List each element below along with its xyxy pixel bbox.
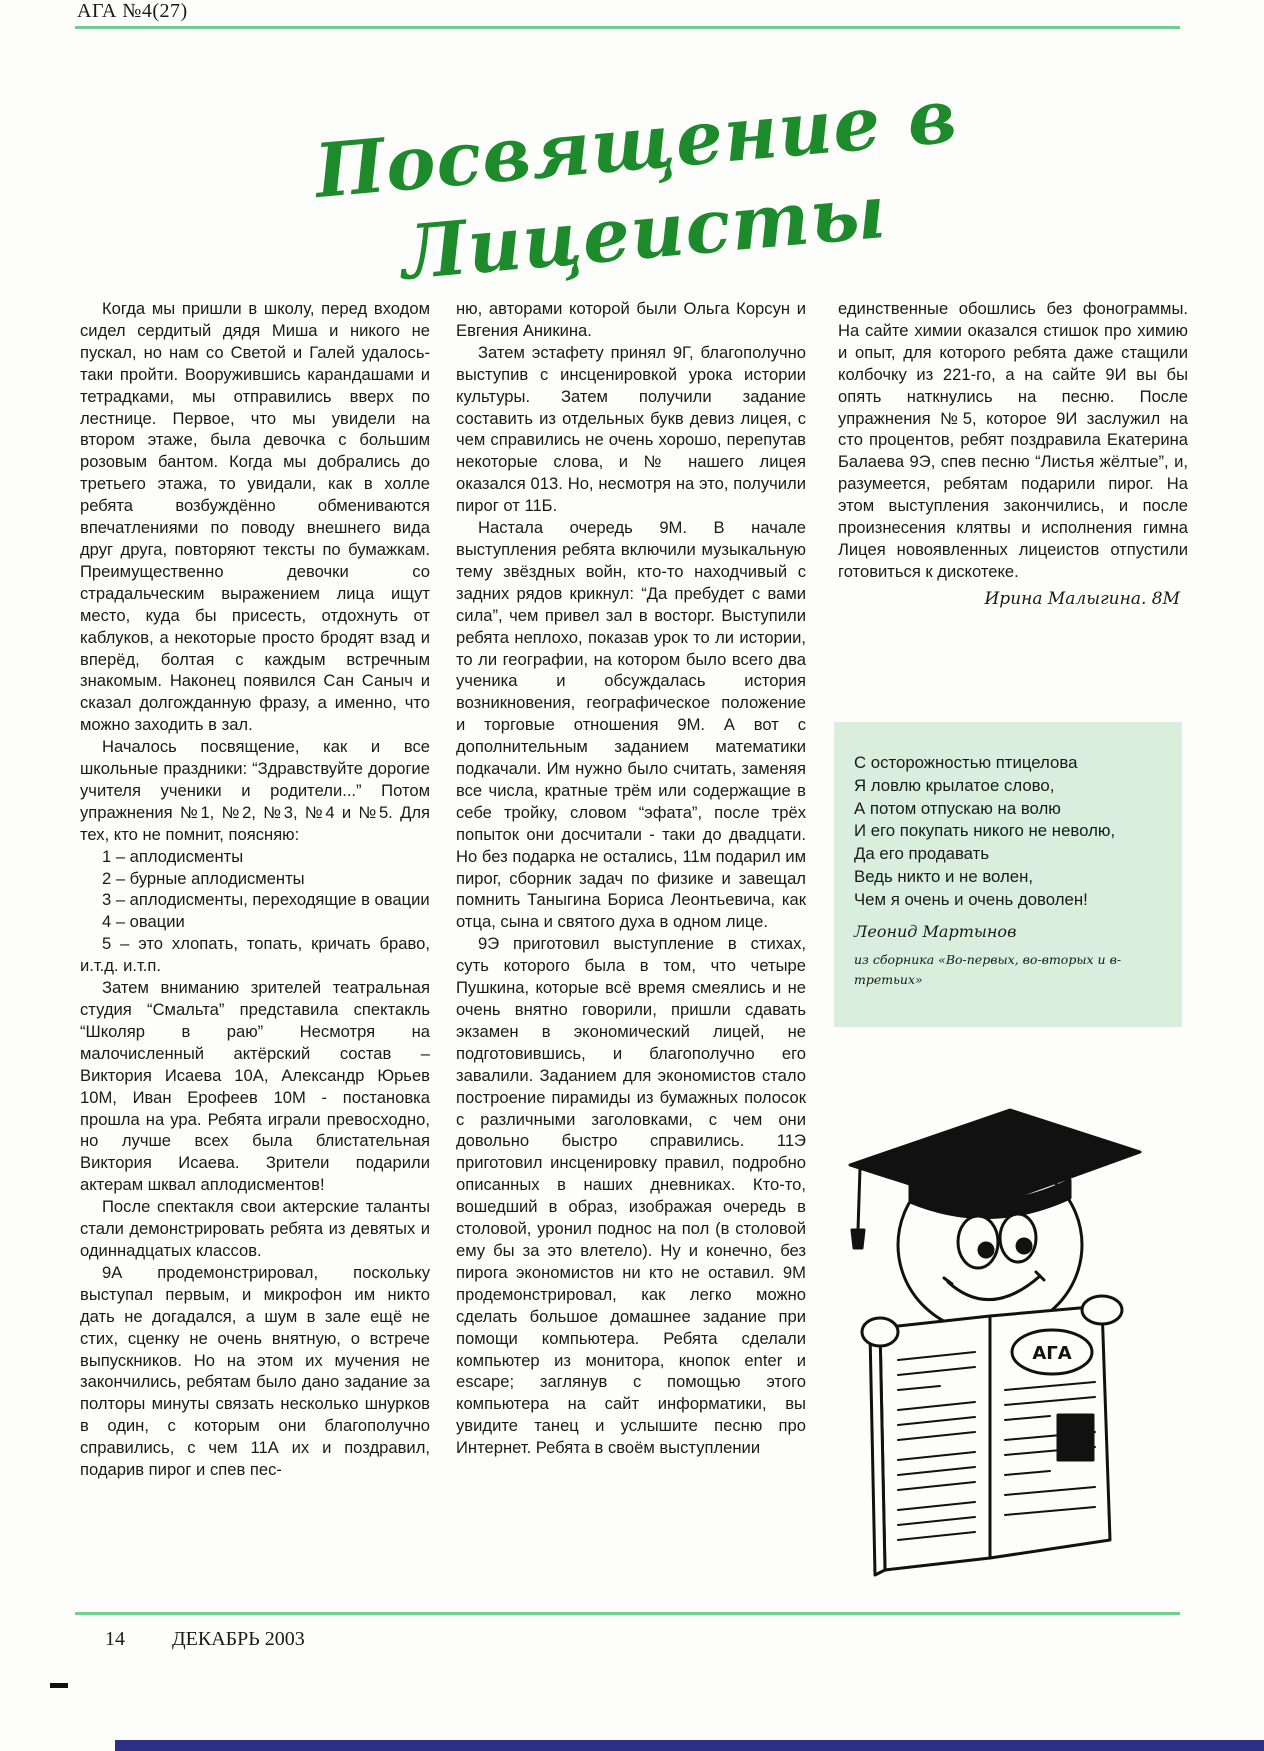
poem-line: И его покупать никого не неволю, bbox=[854, 821, 1116, 841]
list-item: 1 – аплодисменты bbox=[102, 846, 244, 866]
list-item: 4 – овации bbox=[102, 912, 185, 932]
issue-date: ДЕКАБРЬ 2003 bbox=[172, 1628, 305, 1650]
poem-author: Леонид Мартынов bbox=[854, 922, 1017, 941]
paragraph: ню, авторами которой были Ольга Корсун и Евгения Аникина. bbox=[456, 299, 806, 340]
article-column-1 bbox=[80, 298, 430, 1481]
article-column-3 bbox=[838, 298, 1188, 611]
paragraph: После спектакля свои актерские таланты стали демонстрировать ребята из девятых и одиннадцатых классов. bbox=[80, 1197, 430, 1260]
header-rule bbox=[75, 26, 1180, 29]
poem-box bbox=[834, 722, 1182, 1027]
list-item: 5 – это хлопать, топать, кричать браво, и.т.д. и.т.п. bbox=[80, 934, 430, 976]
article-title: Посвящение в Лицеисты bbox=[311, 73, 961, 297]
graduate-reading-newspaper-illustration bbox=[840, 1070, 1180, 1590]
paragraph: Когда мы пришли в школу, перед входом сидел сердитый дядя Миша и никого не пускал, но нам со Светой и Галей удалось-таки пройти. Вооружившись карандашами и тетрадками, мы отправились вверх по лестнице. Первое, что мы увидели на втором этаже, была девочка с большим розовым бантом. Когда мы добрались до третьего этажа, то увидали, как в холле ребята возбуждённо обмениваются впечатлениями по поводу внешнего вида друг друга, повторяют тексты по бумажкам. Преимущественно девочки со страдальческим выражением лица ищут место, куда бы присесть, отдохнуть от каблуков, а некоторые просто бродят взад и вперёд, болтая с каждым встречным знакомым. Наконец появился Сан Саныч и сказал долгожданную фразу, а именно, что можно заходить в зал. bbox=[80, 299, 430, 735]
paragraph: 9А продемонстрировал, поскольку выступал первым, и микрофон им никто дать не догадался, а шум в зале ещё не стих, сценку не очень внятную, о встрече выпускников. Но на этом их мучения не закончились, ребятам было дано задание за полторы минуты связать несколько шнурков в один, с которым они благополучно справились, с чем 11А их и поздравил, подарив пирог и спев пес- bbox=[80, 1262, 430, 1480]
scan-edge-bar bbox=[115, 1740, 1264, 1751]
poem-line: Я ловлю крылатое слово, bbox=[854, 775, 1055, 795]
poem-line: Ведь никто и не волен, bbox=[854, 866, 1034, 886]
page-number: 14 bbox=[105, 1628, 125, 1650]
paragraph: Затем эстафету принял 9Г, благополучно выступив с инсценировкой урока истории культуры. Затем получили задание составить из отдельных букв девиз лицея, с чем справились не очень хорошо, перепутав некоторые слова, и № нашего лицея оказался 013. Но, несмотря на это, получили пирог от 11Б. bbox=[456, 342, 806, 516]
article-column-2 bbox=[456, 298, 806, 1459]
list-item: 2 – бурные аплодисменты bbox=[102, 868, 305, 888]
issue-header: АГА №4(27) bbox=[77, 0, 188, 22]
poem-line: А потом отпускаю на волю bbox=[854, 798, 1061, 818]
scan-mark bbox=[50, 1683, 68, 1688]
poem-line: Чем я очень и очень доволен! bbox=[854, 889, 1088, 909]
paragraph: Затем вниманию зрителей театральная студия “Смальта” представила спектакль “Школяр в раю” Несмотря на малочисленный актёрский состав – Виктория Исаева 10А, Александр Юрьев 10М, Иван Ерофеев 10М - постановка прошла на ура. Ребята играли превосходно, но лучше всех была блистательная Виктория Исаева. Зрители подарили актерам шквал аплодисментов! bbox=[80, 978, 430, 1195]
paragraph: Началось посвящение, как и все школьные праздники: “Здравствуйте дорогие учителя ученики и родители...” Потом упражнения №1, №2, №3, №4 и №5. Для тех, кто не помнит, поясняю: bbox=[80, 737, 430, 844]
paragraph: единственные обошлись без фонограммы. На сайте химии оказался стишок про химию и опыт, для которого ребята даже стащили колбочку из 221-го, а на сайте 9И вы бы опять наткнулись на песню. После упражнения №5, которое 9И заслужил на сто процентов, ребят поздравила Екатерина Балаева 9Э, спев песню “Листья жёлтые”, и, разумеется, ребятам подарили пирог. На этом выступления закончились, и после произнесения клятвы и исполнения гимна Лицея новоявленных лицеистов отпустили готовиться к дискотеке. bbox=[838, 299, 1188, 581]
newspaper-masthead: АГА bbox=[1032, 1343, 1072, 1364]
paragraph: Настала очередь 9М. В начале выступления ребята включили музыкальную тему звёздных войн, кто-то находчивый с задних рядов крикнул: “Да пребудет с вами сила”, чем привел зал в восторг. Выступили ребята неплохо, показав урок то ли истории, то ли географии, на котором было всего два ученика и обсуждалась история возникновения, географическое положение и торговые отношения 9М. А вот с дополнительным заданием математики подкачали. Им нужно было считать, заменяя все числа, кратные трём или содержащие в себе тройку, словом “эфата”, после трёх попыток они досчитали - таки до двадцати. Но без подарка не остались, 11м подарил им пирог, сборник задач по физике и завещал помнить Таныгина Бориса Леонтьевича, как отца, сына и святого духа в одном лице. bbox=[456, 518, 806, 932]
author-signature: Ирина Малыгина. 8М bbox=[984, 588, 1180, 609]
paragraph: 9Э приготовил выступление в стихах, суть которого была в том, что четыре Пушкина, которые всё время смеялись и не очень внятно говорили, пришли сдавать экзамен в экономический лицей, не подготовившись, и благополучно его завалили. Заданием для экономистов стало построение пирамиды из бумажных полосок с различными заголовками, с чем они довольно быстро справились. 11Э приготовил инсценировку правил, подробно описанных в наших дневниках. Кто-то, вошедший в образ, изображая очередь в столовой, уронил поднос на пол (в столовой ему бы за это влетело). Ну и конечно, без пирога экономистов ни кто не оставил. 9М продемонстрировал, как легко можно сделать большое домашнее задание при помощи компьютера. Ребята сделали компьютер из монитора, кнопок enter и escape; заглянув с помощью этого компьютера на сайт информатики, вы увидите танец и услышите песню про Интернет. Ребята в своём выступлении bbox=[456, 934, 806, 1458]
poem-source: из сборника «Во-первых, во-вторых и в-третьих» bbox=[854, 952, 1122, 987]
poem-text bbox=[854, 752, 1115, 912]
list-item: 3 – аплодисменты, переходящие в овации bbox=[102, 890, 430, 910]
footer-rule bbox=[75, 1612, 1180, 1615]
poem-line: С осторожностью птицелова bbox=[854, 753, 1078, 772]
poem-line: Да его продавать bbox=[854, 844, 990, 864]
